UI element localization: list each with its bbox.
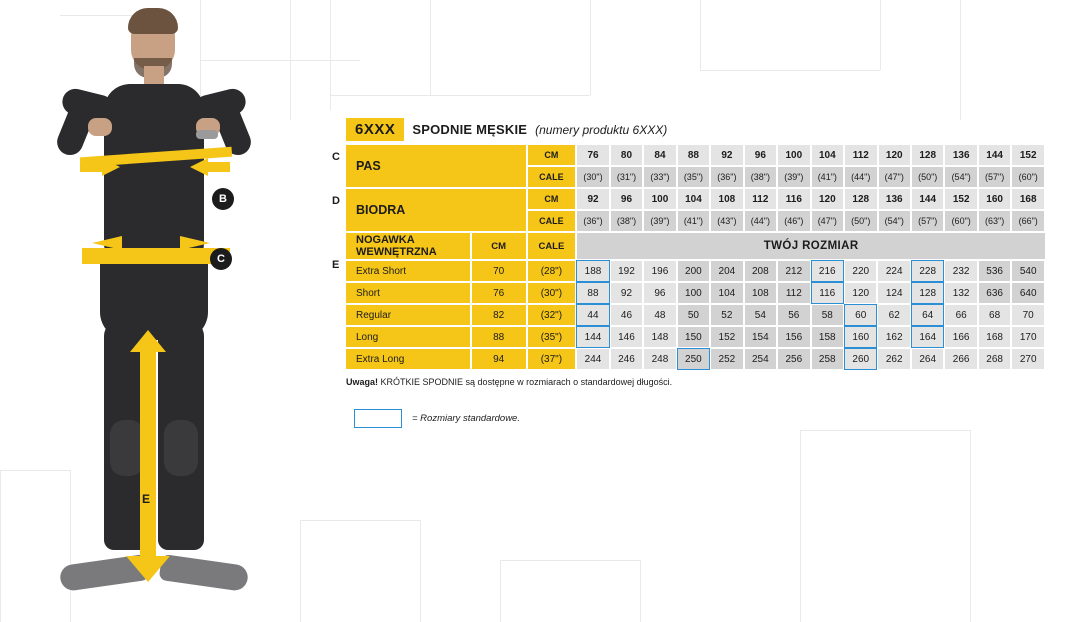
size-2-13[interactable]: 70 [1011,304,1045,326]
size-1-6[interactable]: 112 [777,282,810,304]
pas-cm-unit: CM [527,145,577,166]
inseam-header-row [346,233,1045,260]
size-0-3[interactable]: 200 [677,260,710,282]
waist-hip-table [346,145,1046,233]
biodra-cale-13: (66") [1011,210,1045,232]
size-0-2[interactable]: 196 [643,260,676,282]
pas-cale-11: (54") [944,166,977,188]
size-4-11[interactable]: 266 [944,348,977,370]
legend [346,409,1046,428]
size-3-7[interactable]: 158 [811,326,844,348]
marker-b: B [212,188,234,210]
biodra-cm-10: 144 [911,188,944,210]
size-2-10[interactable]: 64 [911,304,944,326]
pas-cm-7: 104 [811,145,844,166]
pas-cm-1: 80 [610,145,643,166]
biodra-cm-4: 108 [710,188,743,210]
size-0-8[interactable]: 220 [844,260,877,282]
size-3-12[interactable]: 168 [978,326,1011,348]
size-1-11[interactable]: 132 [944,282,977,304]
inseam-cale-unit: CALE [527,233,577,260]
length-cale-0: (28") [527,260,577,282]
biodra-cm-12: 160 [978,188,1011,210]
size-3-4[interactable]: 152 [710,326,743,348]
biodra-cale-unit: CALE [527,210,577,232]
size-2-4[interactable]: 52 [710,304,743,326]
size-0-1[interactable]: 192 [610,260,643,282]
measure-band-e [140,340,156,570]
size-1-8[interactable]: 120 [844,282,877,304]
size-4-5[interactable]: 254 [744,348,777,370]
pas-cale-3: (35") [677,166,710,188]
size-2-3[interactable]: 50 [677,304,710,326]
length-cale-4: (37") [527,348,577,370]
biodra-cm-8: 128 [844,188,877,210]
size-4-10[interactable]: 264 [911,348,944,370]
product-code-badge: 6XXX [346,118,404,141]
biodra-cm-13: 168 [1011,188,1045,210]
pas-cm-4: 92 [710,145,743,166]
size-2-11[interactable]: 66 [944,304,977,326]
note-label: Uwaga! [346,377,379,387]
pas-cm-6: 100 [777,145,810,166]
size-chart [332,118,1046,428]
inseam-label [346,233,471,260]
pas-cm-11: 136 [944,145,977,166]
size-0-4[interactable]: 204 [710,260,743,282]
note-text: KRÓTKIE SPODNIE są dostępne w rozmiarach o standardowej długości. [380,377,673,387]
your-size-header: TWÓJ ROZMIAR [576,233,1045,260]
size-2-2[interactable]: 48 [643,304,676,326]
length-cm-1: 76 [471,282,527,304]
pas-cale-8: (44") [844,166,877,188]
size-3-5[interactable]: 154 [744,326,777,348]
chart-title: SPODNIE MĘSKIE [412,122,528,137]
inseam-cm-unit: CM [471,233,527,260]
size-3-0[interactable]: 144 [576,326,609,348]
pas-cm-10: 128 [911,145,944,166]
note [346,377,1046,387]
size-4-4[interactable]: 252 [710,348,743,370]
biodra-cm-5: 112 [744,188,777,210]
biodra-cm-row [346,188,1045,210]
biodra-cale-11: (60") [944,210,977,232]
biodra-cale-12: (63") [978,210,1011,232]
biodra-cale-3: (41") [677,210,710,232]
biodra-cm-unit: CM [527,188,577,210]
size-1-2[interactable]: 96 [643,282,676,304]
marker-e: E [142,492,151,506]
size-2-6[interactable]: 56 [777,304,810,326]
pas-cm-9: 120 [878,145,911,166]
size-4-8[interactable]: 260 [844,348,877,370]
size-3-6[interactable]: 156 [777,326,810,348]
size-3-3[interactable]: 150 [677,326,710,348]
size-0-6[interactable]: 212 [777,260,810,282]
size-0-10[interactable]: 228 [911,260,944,282]
size-0-13[interactable]: 540 [1011,260,1045,282]
pas-cm-8: 112 [844,145,877,166]
pas-cale-10: (50") [911,166,944,188]
size-4-0[interactable]: 244 [576,348,609,370]
size-1-10[interactable]: 128 [911,282,944,304]
size-3-13[interactable]: 170 [1011,326,1045,348]
chart-subtitle: (numery produktu 6XXX) [535,122,668,137]
size-4-12[interactable]: 268 [978,348,1011,370]
size-3-2[interactable]: 148 [643,326,676,348]
pas-label: PAS [346,145,527,188]
size-4-6[interactable]: 256 [777,348,810,370]
biodra-cm-2: 100 [643,188,676,210]
biodra-cale-10: (57") [911,210,944,232]
size-1-0[interactable]: 88 [576,282,609,304]
size-2-9[interactable]: 62 [877,304,910,326]
inseam-label-line2: WEWNĘTRZNA [356,246,437,258]
pas-cm-3: 88 [677,145,710,166]
inseam-label-line1: NOGAWKA [356,234,415,246]
length-cale-1: (30") [527,282,577,304]
length-cm-0: 70 [471,260,527,282]
chart-title-row [346,118,1046,141]
pas-cale-4: (36") [710,166,743,188]
size-0-7[interactable]: 216 [811,260,844,282]
pas-cale-5: (38") [744,166,777,188]
size-4-2[interactable]: 248 [643,348,676,370]
size-0-11[interactable]: 232 [944,260,977,282]
pas-cale-unit: CALE [527,166,577,188]
length-name-0: Extra Short [346,260,471,282]
size-3-10[interactable]: 164 [911,326,944,348]
biodra-cm-3: 104 [677,188,710,210]
size-2-5[interactable]: 54 [744,304,777,326]
pas-cale-13: (60") [1011,166,1045,188]
size-1-1[interactable]: 92 [610,282,643,304]
pas-cale-2: (33") [643,166,676,188]
pas-cale-7: (41") [811,166,844,188]
size-1-12[interactable]: 636 [978,282,1011,304]
size-3-11[interactable]: 166 [944,326,977,348]
size-1-4[interactable]: 104 [710,282,743,304]
biodra-cale-6: (46") [777,210,810,232]
length-cale-3: (35") [527,326,577,348]
length-name-4: Extra Long [346,348,471,370]
legend-swatch [354,409,402,428]
biodra-cale-9: (54") [878,210,911,232]
biodra-label: BIODRA [346,188,527,232]
table-row [346,260,1045,282]
size-3-8[interactable]: 160 [844,326,877,348]
pas-cm-13: 152 [1011,145,1045,166]
size-0-5[interactable]: 208 [744,260,777,282]
size-1-7[interactable]: 116 [811,282,844,304]
size-1-3[interactable]: 100 [677,282,710,304]
biodra-cm-0: 92 [576,188,609,210]
side-letter-nogawka: E [332,259,340,271]
marker-c: C [210,248,232,270]
size-3-9[interactable]: 162 [877,326,910,348]
length-name-3: Long [346,326,471,348]
size-1-9[interactable]: 124 [877,282,910,304]
biodra-cale-4: (43") [710,210,743,232]
side-letter-biodra: D [332,195,340,207]
biodra-cm-11: 152 [944,188,977,210]
biodra-cale-1: (38") [610,210,643,232]
length-name-2: Regular [346,304,471,326]
size-2-1[interactable]: 46 [610,304,643,326]
size-0-9[interactable]: 224 [877,260,910,282]
table-row [346,348,1045,370]
size-2-12[interactable]: 68 [978,304,1011,326]
pas-cm-12: 144 [978,145,1011,166]
size-1-13[interactable]: 640 [1011,282,1045,304]
measure-band-c [82,248,230,264]
biodra-cm-6: 116 [777,188,810,210]
side-letter-pas: C [332,151,340,163]
biodra-cale-8: (50") [844,210,877,232]
pas-cale-0: (30") [576,166,609,188]
pas-cm-row [346,145,1045,166]
biodra-cm-1: 96 [610,188,643,210]
table-row [346,282,1045,304]
table-row [346,326,1045,348]
size-3-1[interactable]: 146 [610,326,643,348]
size-4-1[interactable]: 246 [610,348,643,370]
size-2-8[interactable]: 60 [844,304,877,326]
length-cale-2: (32") [527,304,577,326]
size-4-3[interactable]: 250 [677,348,710,370]
size-4-7[interactable]: 258 [811,348,844,370]
pas-cale-6: (39") [777,166,810,188]
inseam-size-table [346,233,1046,371]
biodra-cale-7: (47") [811,210,844,232]
length-cm-4: 94 [471,348,527,370]
size-2-0[interactable]: 44 [576,304,609,326]
table-row [346,304,1045,326]
biodra-cm-7: 120 [811,188,844,210]
legend-label: = Rozmiary standardowe. [412,413,520,424]
size-4-13[interactable]: 270 [1011,348,1045,370]
biodra-cm-9: 136 [878,188,911,210]
length-cm-3: 88 [471,326,527,348]
model-photo [0,0,330,622]
pas-cm-2: 84 [643,145,676,166]
length-cm-2: 82 [471,304,527,326]
pas-cale-9: (47") [878,166,911,188]
size-2-7[interactable]: 58 [811,304,844,326]
biodra-cale-0: (36") [576,210,609,232]
size-1-5[interactable]: 108 [744,282,777,304]
biodra-cale-2: (39") [643,210,676,232]
pas-cm-5: 96 [744,145,777,166]
length-name-1: Short [346,282,471,304]
pas-cm-0: 76 [576,145,609,166]
biodra-cale-5: (44") [744,210,777,232]
size-0-0[interactable]: 188 [576,260,609,282]
pas-cale-12: (57") [978,166,1011,188]
size-4-9[interactable]: 262 [877,348,910,370]
size-0-12[interactable]: 536 [978,260,1011,282]
pas-cale-1: (31") [610,166,643,188]
